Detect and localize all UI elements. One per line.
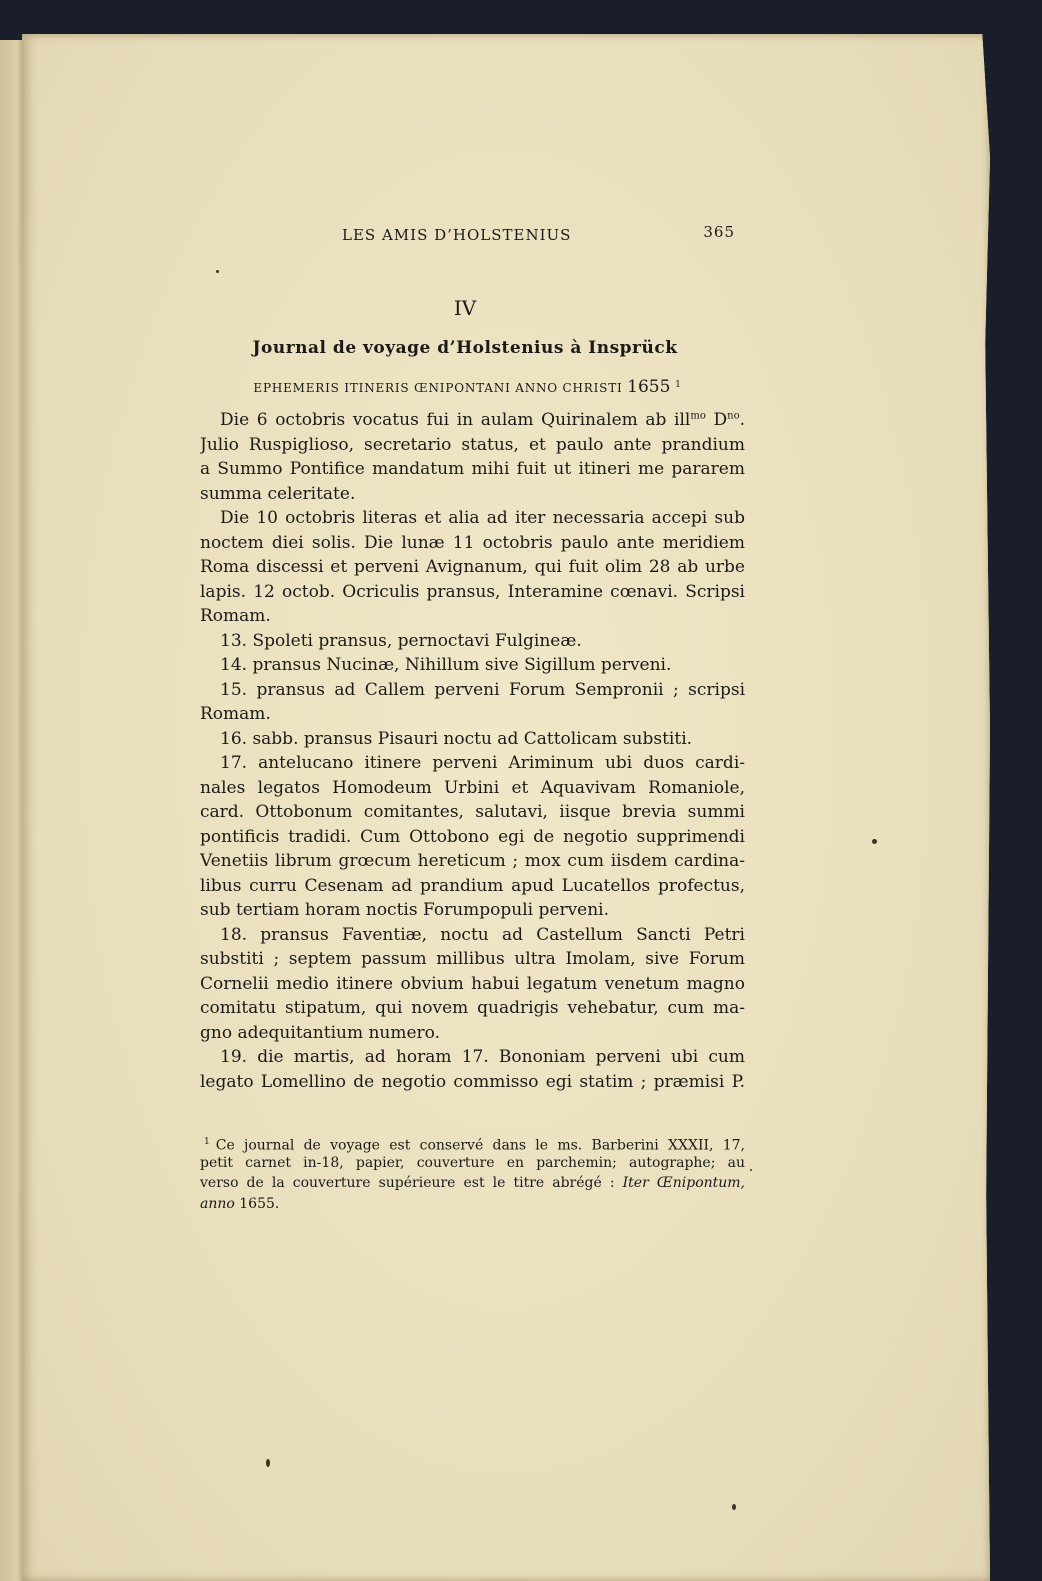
footnote-line	[200, 1194, 745, 1215]
text-line: sub tertiam horam noctis Forumpopuli perveni.	[200, 900, 610, 920]
text-line: summa celeritate.	[200, 483, 356, 504]
text-line: noctem diei solis. Die lunæ 11 octobris paulo ante meridiem	[200, 532, 745, 553]
facing-page-edge	[0, 40, 24, 1581]
subheading-caps: EPHEMERIS ITINERIS ŒNIPONTANI ANNO CHRISTI	[253, 381, 623, 395]
paper-speck	[750, 1169, 752, 1171]
text-line: comitatu stipatum, qui novem quadrigis vehebatur, cum ma-	[200, 998, 745, 1018]
footnote-line	[200, 1173, 745, 1194]
paper-speck	[732, 1504, 736, 1510]
footnote-text: 1655.	[239, 1195, 280, 1212]
section-title: Journal de voyage d’Holstenius à Insprück	[252, 338, 678, 358]
text-line: lapis. 12 octob. Ocriculis pransus, Interamine cœnavi. Scripsi	[200, 581, 745, 602]
superscript-abbreviation: mo	[690, 410, 706, 422]
text-line: nales legatos Homodeum Urbini et Aquavivam Romaniole,	[200, 777, 745, 798]
text-line: Roma discessi et perveni Avignanum, qui fuit olim 28 ab urbe	[200, 557, 745, 577]
footnote-text: verso de la couverture supérieure est le titre abrégé :	[200, 1175, 615, 1191]
text-line: libus curru Cesenam ad prandium apud Lucatellos profectus,	[200, 875, 745, 896]
text-line: 13. Spoleti pransus, pernoctavi Fulgineæ.	[220, 630, 582, 651]
text-line: 15. pransus ad Callem perveni Forum Sempronii ; scripsi	[220, 679, 745, 700]
footnote-title-italic: Iter Œnipontum,	[622, 1175, 745, 1191]
footnote-reference: 1	[675, 380, 682, 390]
section-subheading	[200, 377, 735, 397]
running-title: LES AMIS D’HOLSTENIUS	[342, 226, 572, 244]
text-segment: D	[705, 410, 728, 430]
text-line: 14. pransus Nucinæ, Nihillum sive Sigillum perveni.	[220, 655, 672, 675]
text-line: 17. antelucano itinere perveni Ariminum ubi duos cardi-	[220, 753, 745, 773]
text-line: Romam.	[200, 704, 271, 724]
superscript-abbreviation: no	[727, 410, 740, 422]
page-number: 365	[703, 223, 735, 241]
text-line: legato Lomellino de negotio commisso egi statim ; præmisi P.	[200, 1071, 745, 1092]
subheading-year: 1655	[627, 377, 671, 397]
footnote-line: petit carnet in-18, papier, couverture en parchemin; autographe; au	[200, 1154, 745, 1171]
text-line: Romam.	[200, 606, 271, 626]
paper-speck	[216, 270, 219, 273]
text-line: pontificis tradidi. Cum Ottobono egi de negotio supprimendi	[200, 826, 745, 847]
text-line	[200, 408, 745, 433]
text-line: Julio Ruspiglioso, secretario status, et paulo ante prandium	[200, 434, 745, 455]
running-head	[200, 223, 745, 246]
footnote-line	[200, 1132, 745, 1153]
footnote-title-italic: anno	[200, 1195, 235, 1212]
text-line: 18. pransus Faventiæ, noctu ad Castellum Sancti Petri	[220, 924, 745, 945]
text-line: gno adequitantium numero.	[200, 1022, 441, 1043]
text-line: 19. die martis, ad horam 17. Bononiam perveni ubi cum	[220, 1047, 745, 1067]
text-segment: .	[739, 410, 745, 430]
text-line: a Summo Pontifice mandatum mihi fuit ut itineri me pararem	[200, 459, 745, 479]
body-text	[200, 408, 745, 1094]
text-line: 16. sabb. pransus Pisauri noctu ad Cattolicam substiti.	[220, 728, 693, 749]
text-line: substiti ; septem passum millibus ultra Imolam, sive Forum	[200, 949, 745, 969]
footnotes	[200, 1132, 745, 1214]
text-line: card. Ottobonum comitantes, salutavi, iisque brevia summi	[200, 802, 745, 822]
footnote-marker: 1	[204, 1137, 210, 1147]
text-line: Venetiis librum grœcum hereticum ; mox cum iisdem cardina-	[200, 851, 745, 871]
text-line: Die 10 octobris literas et alia ad iter necessaria accepi sub	[220, 508, 745, 528]
paper-speck	[266, 1459, 270, 1467]
paper-speck	[872, 839, 877, 844]
section-number: IV	[453, 296, 477, 320]
text-segment: Die 6 octobris vocatus fui in aulam Quirinalem ab ill	[220, 410, 691, 430]
footnote-text: Ce journal de voyage est conservé dans le ms. Barberini XXXII, 17,	[215, 1137, 745, 1153]
text-line: Cornelii medio itinere obvium habui legatum venetum magno	[200, 973, 745, 994]
